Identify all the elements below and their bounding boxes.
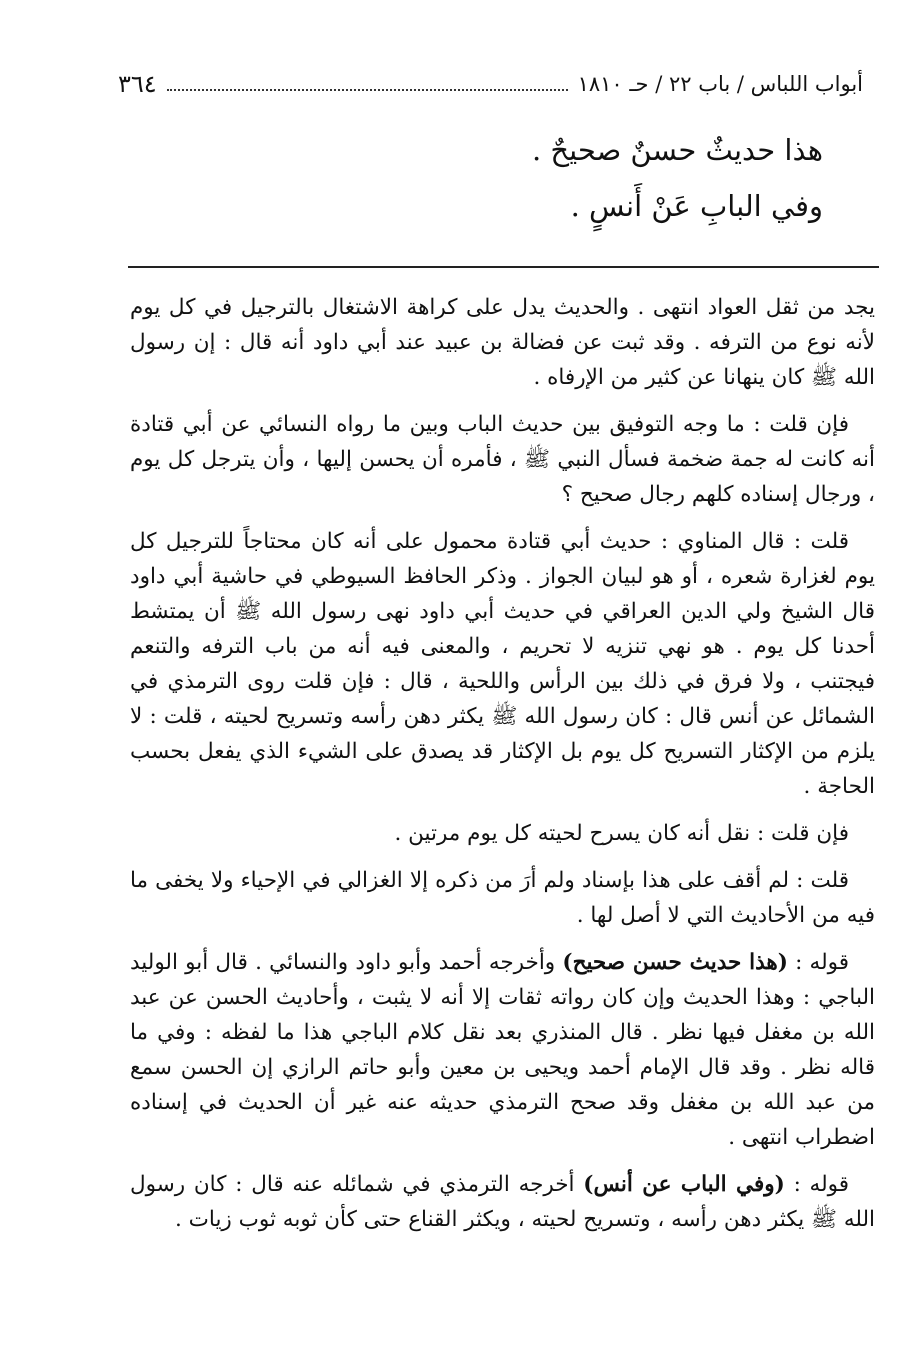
- quoted-text: (هذا حديث حسن صحيح): [562, 950, 788, 975]
- commentary-section: [130, 290, 875, 1249]
- commentary-paragraph: فإن قلت : ما وجه التوفيق بين حديث الباب وبين ما رواه النسائي عن أبي قتادة أنه كانت له جمة ضخمة فسأل النبي ﷺ ، فأمره أن يحسن إليها ، وأن يترجل كل يوم ، ورجال إسناده كلهم رجال صحيح ؟: [130, 412, 875, 507]
- commentary-text: وأخرجه أحمد وأبو داود والنسائي . قال أبو الوليد الباجي : وهذا الحديث وإن كان رواته ثقات إلا أنه لا يثبت ، وأحاديث الحسن عن عبد الله بن مغفل فيها نظر . قال المنذري بعد نقل كلام الباجي هذا ما لفظه : وفي ما قاله نظر . وقد قال الإمام أحمد ويحيى بن معين وأبو حاتم الرازي إن الحسن سمع من عبد الله بن مغفل وقد صحح الترمذي حديثه عنه غير أن الحديث في إسناده اضطراب انتهى .: [130, 950, 875, 1150]
- running-header: [118, 66, 863, 102]
- qawluhu-lead: قوله :: [787, 950, 850, 975]
- chapter-reference: أبواب اللباس / باب ٢٢ / حـ ١٨١٠: [577, 72, 863, 96]
- footnote-separator: [128, 266, 879, 268]
- hadith-line: هذا حديثٌ حسنٌ صحيحٌ .: [531, 133, 823, 167]
- commentary-paragraph: يجد من ثقل العواد انتهى . والحديث يدل على كراهة الاشتغال بالترجيل في كل يوم لأنه نوع من الترفه . وقد ثبت عن فضالة بن عبيد عند أبي داود أنه قال : إن رسول الله ﷺ كان ينهانا عن كثير من الإرفاه .: [130, 295, 875, 390]
- commentary-paragraph: فإن قلت : نقل أنه كان يسرح لحيته كل يوم مرتين .: [394, 821, 849, 846]
- dotted-leader: [167, 89, 568, 91]
- quoted-text: (وفي الباب عن أنس): [583, 1172, 785, 1197]
- commentary-paragraph: [130, 1167, 875, 1237]
- commentary-text: أخرجه الترمذي في شمائله عنه قال : كان رسول الله ﷺ يكثر دهن رأسه ، وتسريح لحيته ، ويكثر القناع حتى كأن ثوبه ثوب زيات .: [130, 1172, 875, 1232]
- commentary-paragraph: قلت : قال المناوي : حديث أبي قتادة محمول على أنه كان محتاجاً للترجيل كل يوم لغزارة شعره ، أو هو لبيان الجواز . وذكر الحافظ السيوطي في حاشية أبي داود قال الشيخ ولي الدين العراقي في حديث أبي داود نهى رسول الله ﷺ أن يمتشط أحدنا كل يوم . هو نهي تنزيه لا تحريم ، والمعنى فيه أنه من باب الترفه والتنعم فيجتنب ، ولا فرق في ذلك بين الرأس واللحية ، قال : فإن قلت روى الترمذي في الشمائل عن أنس قال : كان رسول الله ﷺ يكثر دهن رأسه وتسريح لحيته ، قلت : لا يلزم من الإكثار التسريح كل يوم بل الإكثار قد يصدق على الشيء الذي يفعل بحسب الحاجة .: [130, 529, 875, 799]
- commentary-paragraph: [130, 945, 875, 1155]
- qawluhu-lead: قوله :: [784, 1172, 850, 1197]
- page-number: ٣٦٤: [118, 70, 157, 98]
- commentary-paragraph: قلت : لم أقف على هذا بإسناد ولم أرَ من ذكره إلا الغزالي في الإحياء ولا يخفى ما فيه من الأحاديث التي لا أصل لها .: [130, 868, 875, 928]
- hadith-text: [323, 122, 823, 234]
- hadith-line: وفي البابِ عَنْ أَنسٍ .: [570, 189, 823, 223]
